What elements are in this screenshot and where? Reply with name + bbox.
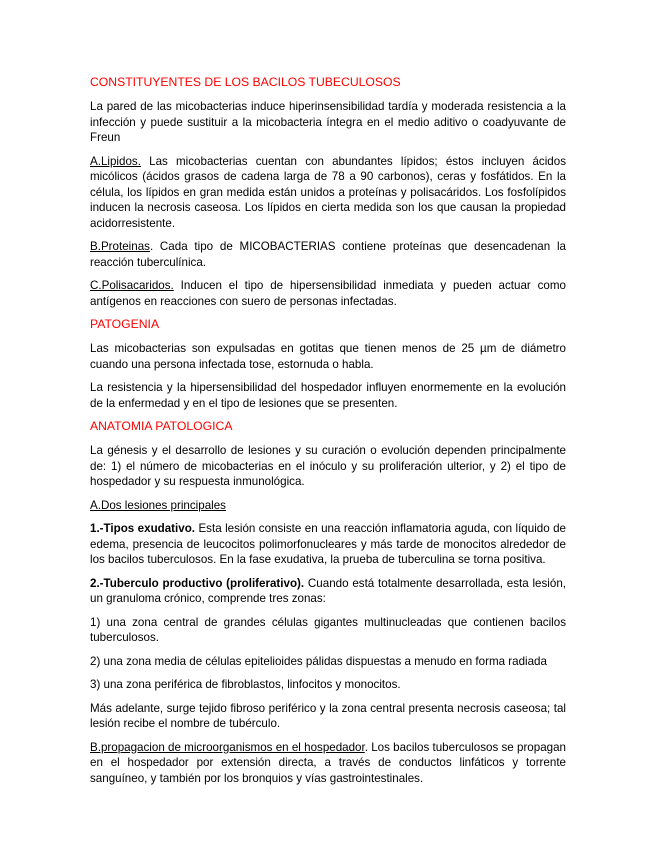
paragraph-patogenia-1: Las micobacterias son expulsadas en gotitas que tienen menos de 25 µm de diámetro cuando una persona infectada tose, estornuda o habla. [90, 342, 566, 371]
paragraph-zona-central: 1) una zona central de grandes células gigantes multinucleadas que contienen bacilos tuberculosos. [90, 615, 566, 644]
tuberculo-productivo-label: 2.-Tuberculo productivo (proliferativo). [90, 576, 305, 590]
document-page [90, 75, 566, 794]
dos-lesiones-label: A.Dos lesiones principales [90, 498, 226, 512]
tuberculo-productivo-text: Cuando está totalmente desarrollada, esta lesión, un granuloma crónico, comprende tres zonas: [90, 576, 566, 605]
section-heading-patogenia: PATOGENIA [90, 317, 160, 331]
tipo-exudativo-text: Esta lesión consiste en una reacción inflamatoria aguda, con líquido de edema, presencia de leucocitos polimorfonucleares y más tarde de monocitos alrededor de los bacilos tuberculosos. En la fase exudativa, la prueba de tuberculina se torna positiva. [90, 522, 566, 566]
section-heading-constituyentes: CONSTITUYENTES DE LOS BACILOS TUBECULOSOS [90, 75, 401, 89]
lipidos-text: Las micobacterias cuentan con abundantes lípidos; éstos incluyen ácidos micólicos (ácidos grasos de cadena larga de 78 a 90 carbonos), ceras y fosfátidos. En la célula, los lípidos en gran medida están unidos a proteínas y polisacáridos. Los fosfolípidos inducen la necrosis caseosa. Los lípidos en cierta medida son los que causan la propiedad acidorresistente. [90, 154, 566, 230]
paragraph-patogenia-2: La resistencia y la hipersensibilidad del hospedador influyen enormemente en la evolución de la enfermedad y en el tipo de lesiones que se presenten. [90, 381, 566, 410]
paragraph-polisacaridos [90, 278, 566, 309]
paragraph-tuberculo-productivo [90, 576, 566, 607]
lipidos-label: A.Lipidos. [90, 154, 141, 168]
paragraph-intro-pared: La pared de las micobacterias induce hiperinsensibilidad tardía y moderada resistencia a la infección y puede sustituir a la micobacteria íntegra en el medio aditivo o coadyuvante de Freun [90, 100, 566, 144]
proteinas-label: B.Proteinas [90, 240, 150, 253]
section-heading-anatomia: ANATOMIA PATOLOGICA [90, 419, 233, 433]
paragraph-zona-periferica: 3) una zona periférica de fibroblastos, linfocitos y monocitos. [90, 678, 401, 691]
paragraph-lipidos [90, 154, 566, 232]
paragraph-anatomia-intro: La génesis y el desarrollo de lesiones y su curación o evolución dependen principalmente de: 1) el número de micobacterias en el inóculo y su proliferación ulterior, y 2) el tipo de hospedador y su respuesta inmunológica. [90, 444, 566, 488]
subheading-dos-lesiones [90, 498, 566, 514]
paragraph-mas-adelante: Más adelante, surge tejido fibroso periférico y la zona central presenta necrosis caseosa; tal lesión recibe el nombre de tubérculo. [90, 701, 566, 730]
propagacion-label: B.propagacion de microorganismos en el hospedador [90, 740, 365, 754]
paragraph-tipo-exudativo [90, 521, 566, 568]
tipo-exudativo-label: 1.-Tipos exudativo. [90, 522, 196, 535]
propagacion-text: . Los bacilos tuberculosos se propagan en el hospedador por extensión directa, a través de conductos linfáticos y torrente sanguíneo, y también por los bronquios y vías gastrointestinales. [90, 740, 566, 785]
paragraph-proteinas [90, 239, 566, 270]
paragraph-propagacion [90, 740, 566, 787]
polisacaridos-label: C.Polisacaridos. [90, 279, 174, 292]
polisacaridos-text: Inducen el tipo de hipersensibilidad inmediata y pueden actuar como antígenos en reacciones con suero de personas infectadas. [90, 279, 566, 308]
paragraph-zona-media: 2) una zona media de células epitelioides pálidas dispuestas a menudo en forma radiada [90, 654, 547, 668]
proteinas-text: . Cada tipo de MICOBACTERIAS contiene proteínas que desencadenan la reacción tuberculínica. [90, 240, 566, 269]
